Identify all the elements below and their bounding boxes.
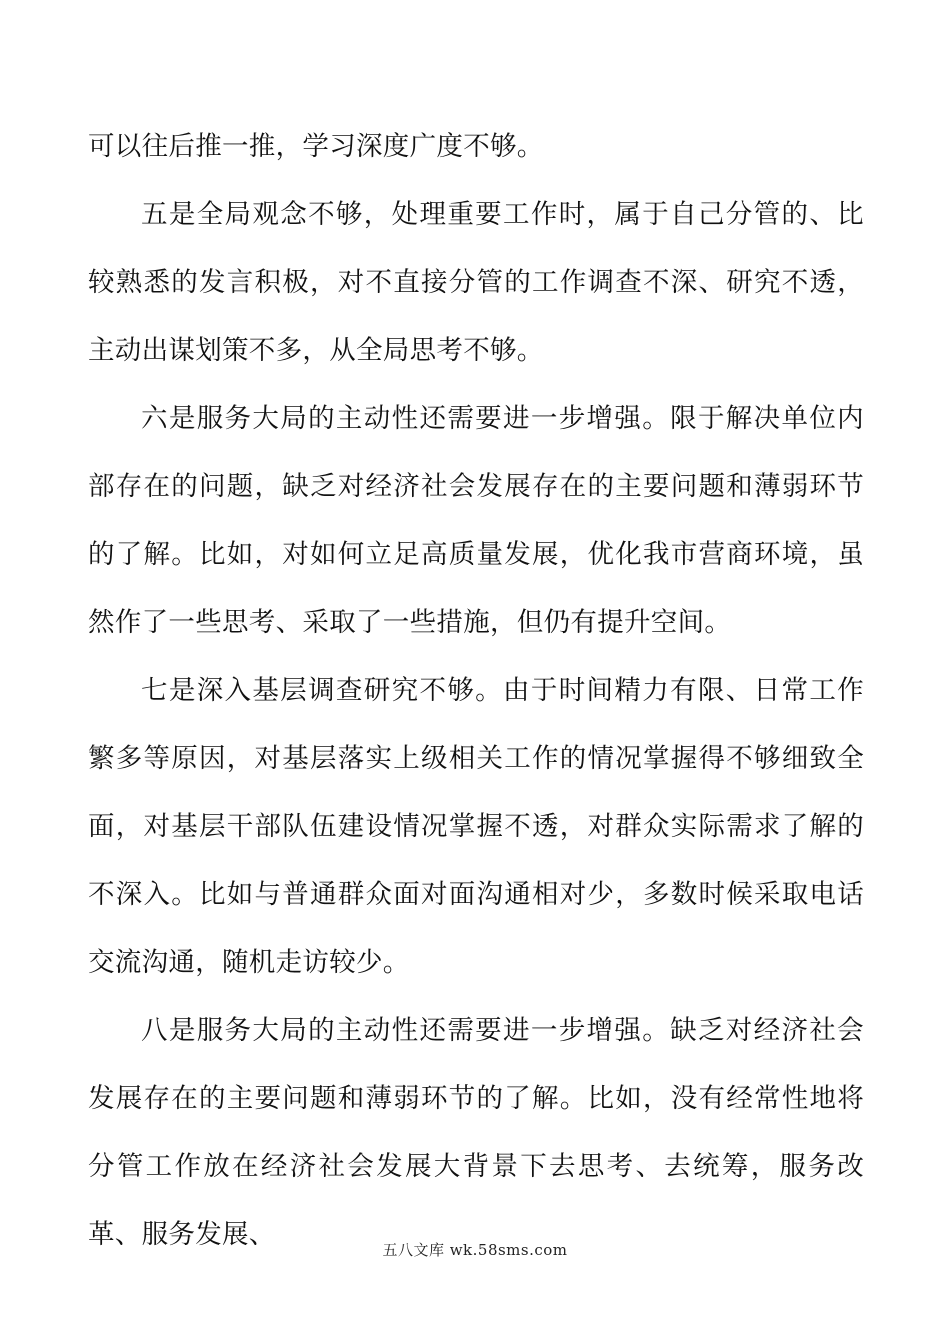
- paragraph-item-six: 六是服务大局的主动性还需要进一步增强。限于解决单位内部存在的问题，缺乏对经济社会发展存在的主要问题和薄弱环节的了解。比如，对如何立足高质量发展，优化我市营商环境，虽然作了一些思考、采取了一些措施，但仍有提升空间。: [88, 403, 864, 638]
- paragraph-continuation: 可以往后推一推，学习深度广度不够。: [88, 131, 544, 162]
- paragraph-item-five: 五是全局观念不够，处理重要工作时，属于自己分管的、比较熟悉的发言积极，对不直接分管的工作调查不深、研究不透，主动出谋划策不多，从全局思考不够。: [88, 199, 864, 366]
- paragraph-item-eight: 八是服务大局的主动性还需要进一步增强。缺乏对经济社会发展存在的主要问题和薄弱环节的了解。比如，没有经常性地将分管工作放在经济社会发展大背景下去思考、去统筹，服务改革、服务发展、: [88, 1015, 864, 1250]
- page-footer-watermark: 五八文库 wk.58sms.com: [382, 1241, 568, 1259]
- paragraph-item-seven: 七是深入基层调查研究不够。由于时间精力有限、日常工作繁多等原因，对基层落实上级相关工作的情况掌握得不够细致全面，对基层干部队伍建设情况掌握不透，对群众实际需求了解的不深入。比如与普通群众面对面沟通相对少，多数时候采取电话交流沟通，随机走访较少。: [88, 675, 864, 978]
- document-body: [88, 113, 864, 1269]
